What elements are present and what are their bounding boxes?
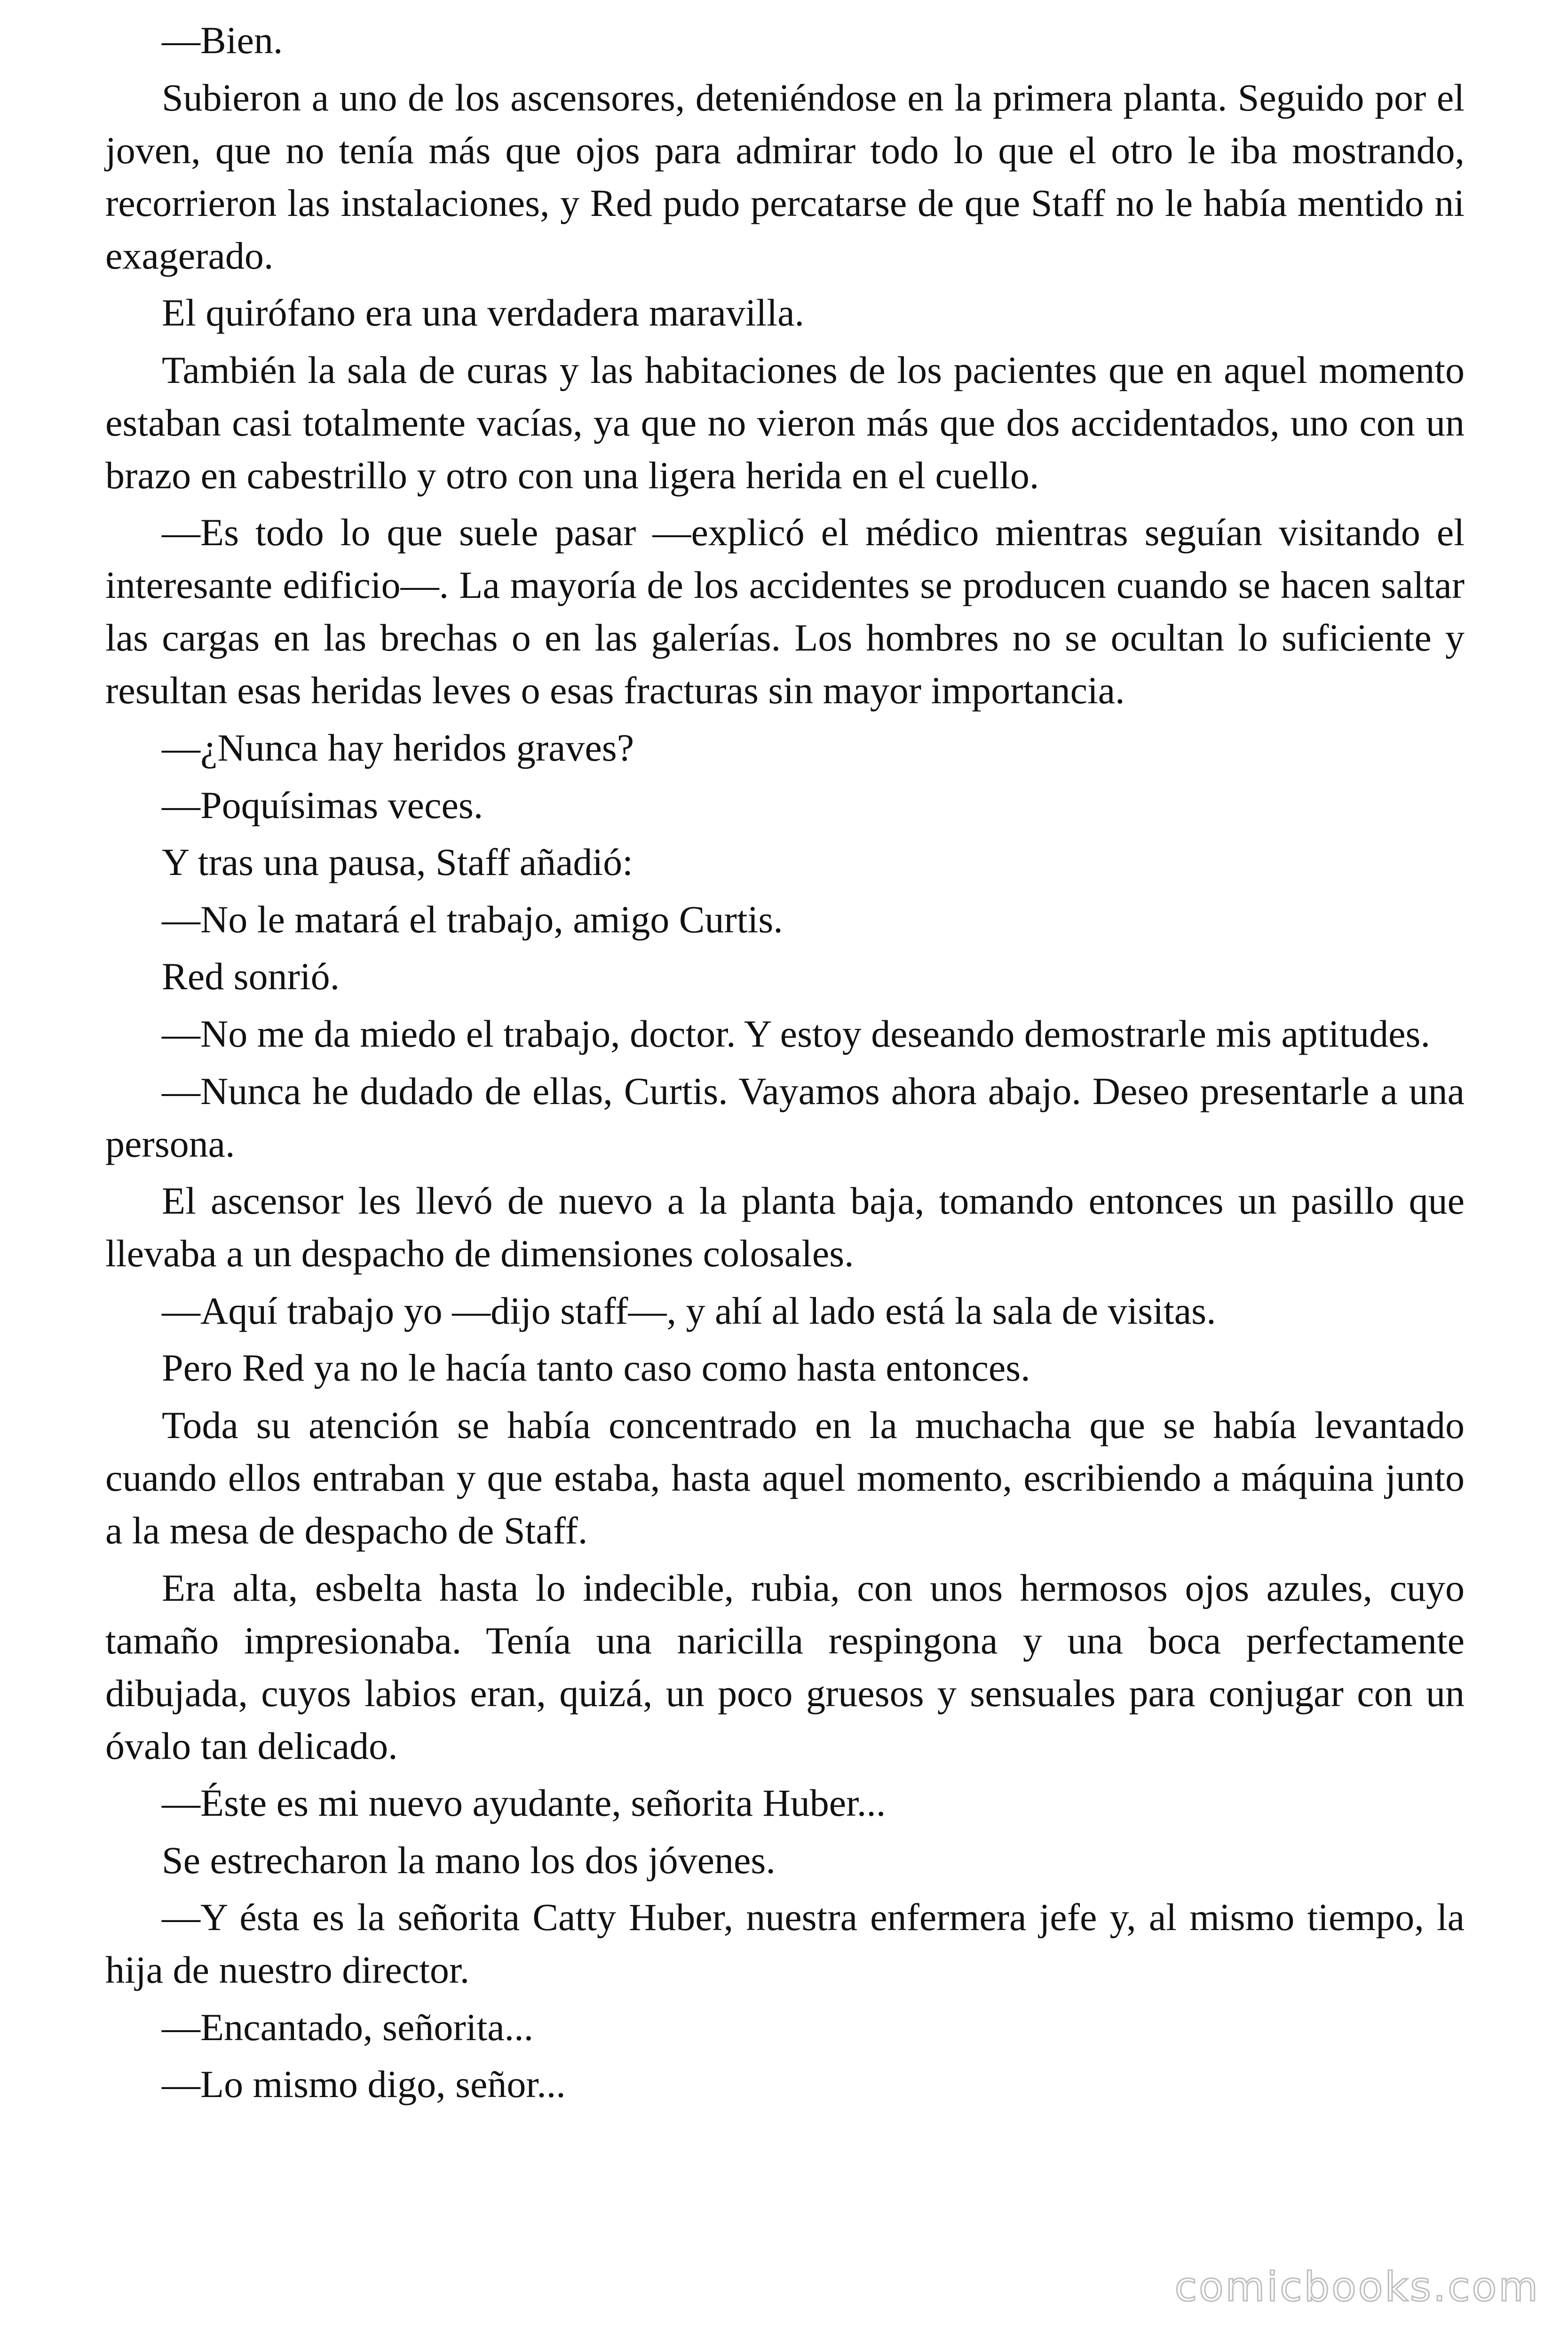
paragraph: El ascensor les llevó de nuevo a la planta baja, tomando entonces un pasillo que llevaba a un despacho de dimensiones colosales. <box>105 1179 1465 1275</box>
paragraph: —Éste es mi nuevo ayudante, señorita Huber... <box>162 1781 886 1825</box>
paragraph: Se estrecharon la mano los dos jóvenes. <box>162 1838 776 1882</box>
paragraph: —¿Nunca hay heridos graves? <box>162 726 634 769</box>
watermark: comicbooks.com <box>1174 2264 1540 2311</box>
paragraph: —Lo mismo digo, señor... <box>162 2063 566 2106</box>
paragraph: Pero Red ya no le hacía tanto caso como hasta entonces. <box>162 1346 1030 1390</box>
paragraph: —Es todo lo que suele pasar —explicó el médico mientras seguían visitando el interesante edificio—. La mayoría de los accidentes se producen cuando se hacen saltar las cargas en las brechas o en las galerías. Los hombres no se ocultan lo suficiente y resultan esas heridas leves o esas fracturas sin mayor importancia. <box>105 511 1465 712</box>
paragraph: El quirófano era una verdadera maravilla. <box>162 291 804 334</box>
paragraph: —Encantado, señorita... <box>162 2005 534 2049</box>
paragraph: Subieron a uno de los ascensores, deteniéndose en la primera planta. Seguido por el joven, que no tenía más que ojos para admirar todo lo que el otro le iba mostrando, recorrieron las instalaciones, y Red pudo percatarse de que Staff no le había mentido ni exagerado. <box>105 76 1465 277</box>
paragraph: —No le matará el trabajo, amigo Curtis. <box>162 898 783 941</box>
paragraph: —Y ésta es la señorita Catty Huber, nuestra enfermera jefe y, al mismo tiempo, la hija de nuestro director. <box>105 1896 1465 1992</box>
paragraph: Toda su atención se había concentrado en la muchacha que se había levantado cuando ellos entraban y que estaba, hasta aquel momento, escribiendo a máquina junto a la mesa de despacho de Staff. <box>105 1403 1465 1552</box>
paragraph: También la sala de curas y las habitaciones de los pacientes que en aquel momento estaban casi totalmente vacías, ya que no vieron más que dos accidentados, uno con un brazo en cabestrillo y otro con una ligera herida en el cuello. <box>105 348 1465 497</box>
paragraph: Red sonrió. <box>162 955 340 998</box>
paragraph: —Bien. <box>162 19 283 62</box>
paragraph: —Nunca he dudado de ellas, Curtis. Vayamos ahora abajo. Deseo presentarle a una persona. <box>105 1069 1465 1165</box>
paragraph: Y tras una pausa, Staff añadió: <box>162 841 633 884</box>
paragraph: —No me da miedo el trabajo, doctor. Y estoy deseando demostrarle mis aptitudes. <box>162 1012 1430 1055</box>
paragraph: —Poquísimas veces. <box>162 783 483 826</box>
paragraph: —Aquí trabajo yo —dijo staff—, y ahí al lado está la sala de visitas. <box>162 1289 1216 1332</box>
body-text <box>105 14 1465 2115</box>
paragraph: Era alta, esbelta hasta lo indecible, rubia, con unos hermosos ojos azules, cuyo tamaño impresionaba. Tenía una naricilla respingona y una boca perfectamente dibujada, cuyos labios eran, quizá, un poco gruesos y sensuales para conjugar con un óvalo tan delicado. <box>105 1566 1465 1767</box>
